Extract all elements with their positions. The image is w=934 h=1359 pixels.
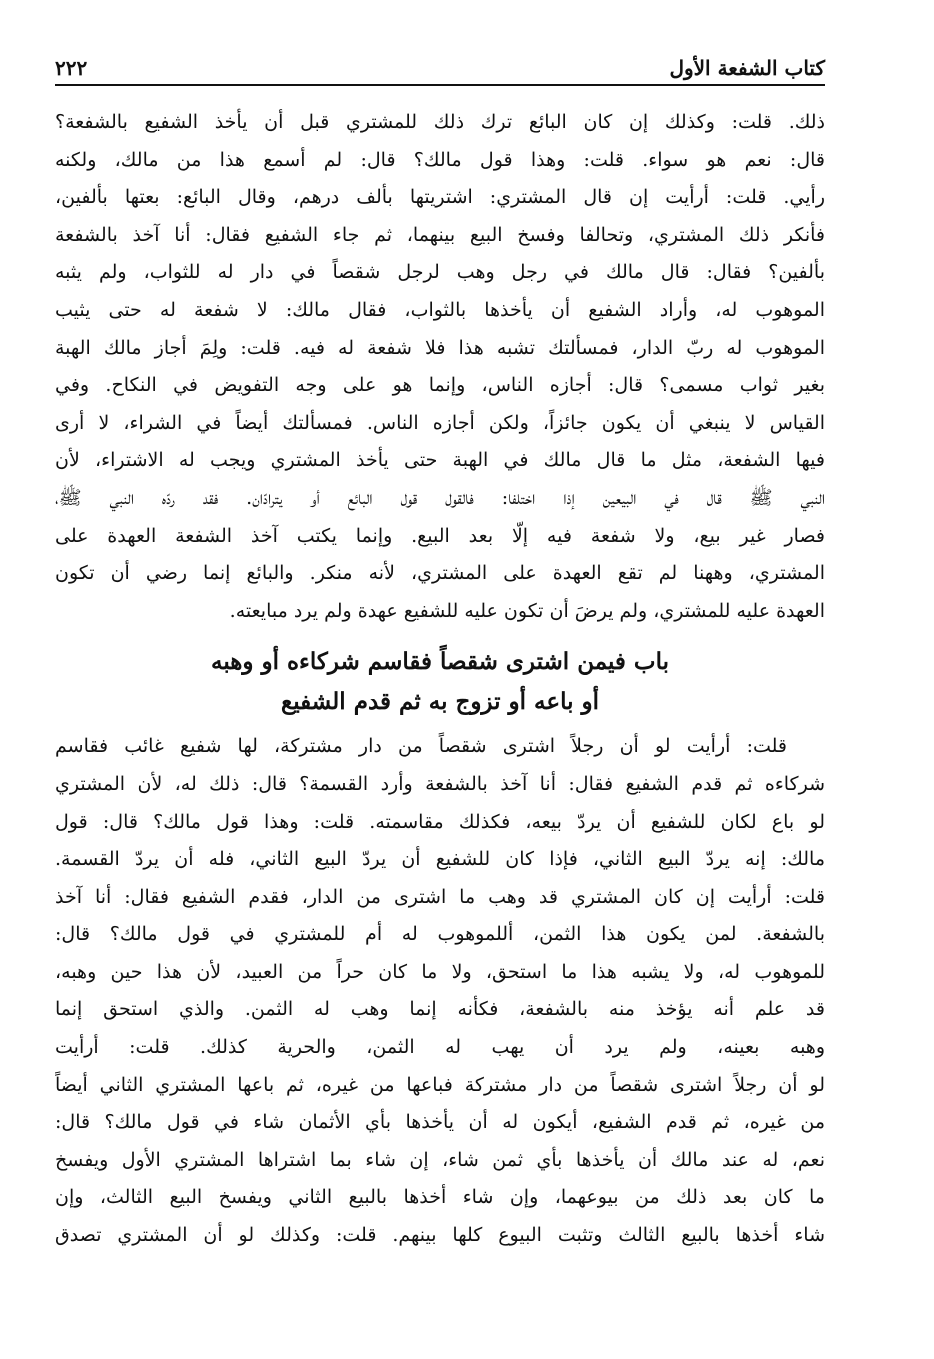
section-heading-line: باب فيمن اشترى شقصاً فقاسم شركاءه أو وهبه bbox=[210, 648, 669, 676]
text-line: بألفين؟ فقال: قال مالك في رجل وهب لرجل شقصاً في دار له للثواب، ولم يثبه bbox=[55, 261, 825, 284]
text-line: وهبه بعينه، ولم يرد أن يهب له الثمن، والحرية كذلك. قلت: أرأيت bbox=[55, 1036, 825, 1059]
text-line: شاء أخذها بالبيع الثالث وتثبت البيوع كلها بينهم. قلت: وكذلك لو أن المشتري تصدق bbox=[55, 1224, 825, 1247]
text-line: قد علم أنه يؤخذ منه بالشفعة، فكأنه إنما وهب له الثمن. والذي استحق إنما bbox=[55, 998, 825, 1021]
text-line: قلت: أرأيت إن كان المشتري قد وهب ما اشترى من الدار، فقدم الشفيع فقال: أنا آخذ bbox=[55, 885, 825, 908]
running-title: كتاب الشفعة الأول bbox=[669, 56, 825, 80]
text-line: مالك: إنه يردّ البيع الثاني، فإذا كان للشفيع أن يردّ البيع الثاني، فله أن يردّ القسمة. bbox=[55, 848, 825, 871]
running-header bbox=[55, 50, 825, 86]
body-text bbox=[55, 104, 825, 1255]
text-line: النبي ﷺ قال في البيعين إذا اختلفا: فالقول قول البائع أو يترادّان. فقد ردّه النبي ﷺ، bbox=[55, 486, 825, 509]
text-line: شركاءه ثم قدم الشفيع فقال: أنا آخذ بالشفعة وأرد القسمة؟ قال: ذلك له، لأن المشتري bbox=[55, 772, 825, 795]
text-line: العهدة عليه للمشتري، ولم يرضَ أن تكون عليه للشفيع عهدة ولم يرد مبايعته. bbox=[229, 599, 825, 622]
text-line: فصار غير بيع، ولا شفعة فيه إلّا بعد البيع. وإنما يكتب آخذ الشفعة العهدة على bbox=[55, 524, 825, 547]
text-line: المشتري، وههنا لم تقع العهدة على المشتري، لأنه منكر. والبائع إنما رضي أن تكون bbox=[55, 562, 825, 585]
text-line: فأنكر ذلك المشتري، وتحالفا وفسخ البيع بينهما، ثم جاء الشفيع فقال: أنا آخذ بالشفعة bbox=[55, 223, 825, 246]
text-line: ذلك. قلت: وكذلك إن كان البائع ترك ذلك للمشتري قبل أن يأخذ الشفيع بالشفعة؟ bbox=[55, 111, 825, 133]
text-line: ما كان بعد ذلك من بيوعهما، وإن شاء أخذها بالبيع الثاني ويفسخ البيع الثالث، وإن bbox=[55, 1186, 825, 1209]
paragraph bbox=[55, 728, 825, 1254]
text-line: بالشفعة. لمن يكون هذا الثمن، أللموهوب له أم للمشتري في قول مالك؟ قال: bbox=[55, 923, 825, 946]
text-line: نعم، له عند مالك أن يأخذها بأي ثمن شاء، إن شاء بما اشتراها المشتري الأول ويفسخ bbox=[55, 1148, 825, 1171]
book-page bbox=[55, 50, 825, 1255]
text-line: بغير ثواب مسمى؟ قال: أجازه الناس، وإنما هو على وجه التفويض في النكاح. وفي bbox=[55, 374, 825, 397]
text-line: القياس لا ينبغي أن يكون جائزاً، ولكن أجازه الناس. فمسألتك أيضاً في الشراء، لا أرى bbox=[55, 411, 825, 434]
text-line: للموهوب له، ولا يشبه هذا ما استحق، ولا ما كان حراً من العبيد، لأن هذا حين وهبه، bbox=[55, 960, 825, 983]
text-line: رأيي. قلت: أرأيت إن قال المشتري: اشتريتها بألف درهم، وقال البائع: بعتها بألفين، bbox=[55, 186, 825, 209]
text-line: الموهوب له، وأراد الشفيع أن يأخذها بالثواب، فقال مالك: لا شفعة له حتى يثيب bbox=[55, 298, 825, 321]
section-heading-line: أو باعه أو تزوج به ثم قدم الشفيع bbox=[280, 688, 600, 716]
text-line: لو أن رجلاً اشترى شقصاً من دار مشتركة فباعها من غيره، ثم باعها المشتري الثاني أيضاً bbox=[55, 1073, 825, 1096]
text-line: قال: نعم هو سواء. قلت: وهذا قول مالك؟ قال: لم أسمع هذا من مالك، ولكنه bbox=[55, 148, 825, 171]
text-line: الموهوب له ربّ الدار، فمسألتك تشبه هذا فلا شفعة له فيه. قلت: ولِمَ أجاز مالك الهبة bbox=[55, 336, 825, 359]
text-line: فيها الشفعة، مثل ما قال مالك في الهبة حتى يأخذ المشتري ويجب له الاشتراء، لأن bbox=[55, 449, 825, 472]
text-line: لو باع لكان للشفيع أن يردّ بيعه، فكذلك مقاسمته. قلت: وهذا قول مالك؟ قال: قول bbox=[55, 810, 825, 833]
section-heading bbox=[55, 642, 825, 722]
paragraph bbox=[55, 104, 825, 630]
text-line: من غيره، ثم قدم الشفيع، أيكون له أن يأخذها بأي الأثمان شاء في قول مالك؟ قال: bbox=[55, 1111, 825, 1134]
page-number: ٢٢٢ bbox=[55, 56, 88, 80]
text-line: قلت: أرأيت لو أن رجلاً اشترى شقصاً من دار مشتركة، لها شفيع غائب فقاسم bbox=[55, 735, 787, 758]
